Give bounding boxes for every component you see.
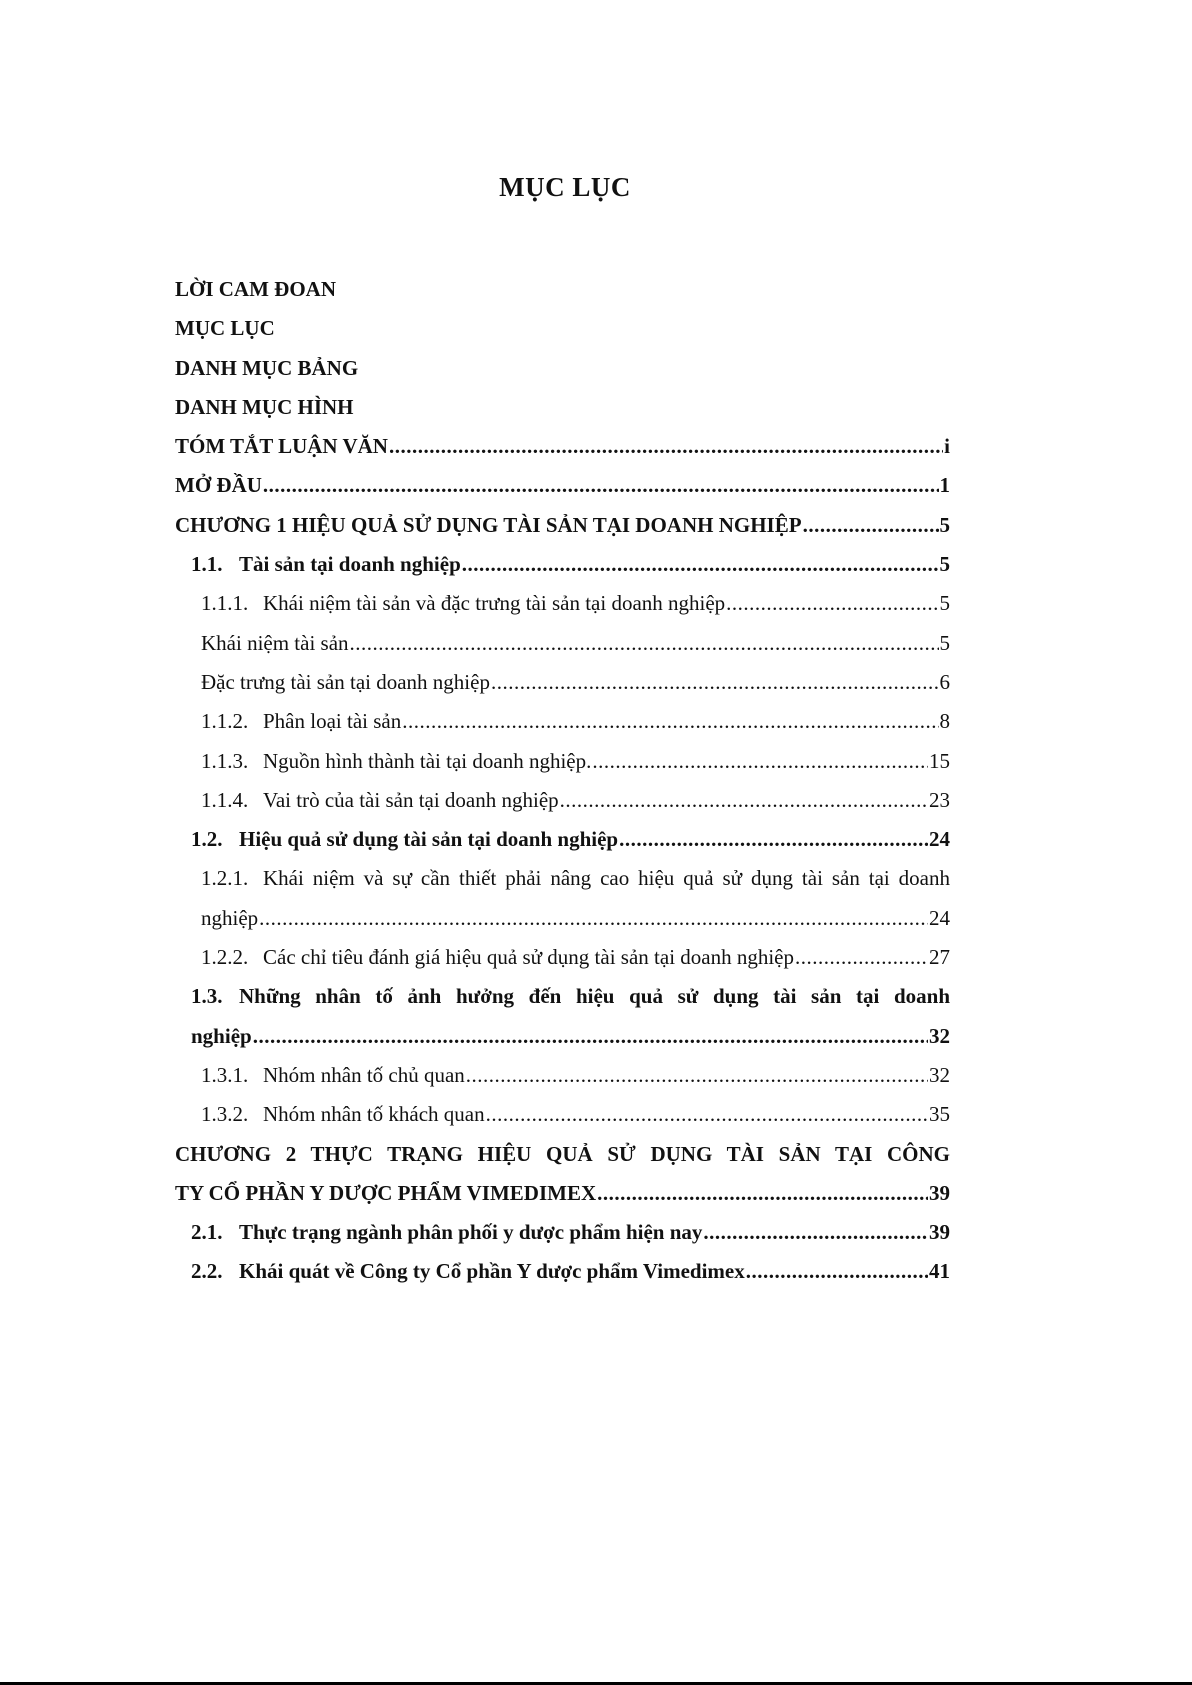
toc-entry-1-2[interactable] xyxy=(175,820,950,859)
toc-section-number: 1.1.4. xyxy=(201,787,249,812)
toc-page-number: 32 xyxy=(929,1062,950,1087)
toc-entry-text: Khái niệm tài sản xyxy=(201,630,349,655)
toc-entry-text: Khái niệm và sự cần thiết phải nâng cao hiệu quả sử dụng tài sản tại doanh xyxy=(263,866,950,891)
toc-entry-text: MỤC LỤC xyxy=(175,316,275,341)
toc-entry-text: DANH MỤC BẢNG xyxy=(175,355,359,380)
toc-entry-text: Nguồn hình thành tài tại doanh nghiệp. xyxy=(263,748,592,773)
toc-entry-1-2-1[interactable] xyxy=(175,859,950,898)
toc-leader-dots xyxy=(466,1056,928,1095)
toc-entry-chuong-1[interactable] xyxy=(175,506,950,545)
toc-section-number: 1.1. xyxy=(191,552,223,577)
toc-entry-1-2-1-cont[interactable] xyxy=(175,899,950,938)
toc-entry-danh-muc-hinh[interactable] xyxy=(175,388,950,427)
toc-entry-khai-niem-tai-san[interactable] xyxy=(175,624,950,663)
toc-page-number: 1 xyxy=(939,473,950,498)
toc-entry-text: Hiệu quả sử dụng tài sản tại doanh nghiệp xyxy=(239,827,619,852)
toc-leader-dots xyxy=(619,820,928,859)
toc-entry-1-3-2[interactable] xyxy=(175,1095,950,1134)
toc-entry-text: Đặc trưng tài sản tại doanh nghiệp xyxy=(201,669,490,694)
toc-leader-dots xyxy=(746,1252,928,1291)
toc-page-number: 39 xyxy=(929,1220,950,1245)
toc-page-number: 5 xyxy=(939,552,950,577)
toc-entry-text: LỜI CAM ĐOAN xyxy=(175,277,336,301)
toc-entry-1-3-cont[interactable] xyxy=(175,1017,950,1056)
toc-page-number: 5 xyxy=(939,591,950,616)
toc-entry-1-1-2[interactable] xyxy=(175,702,950,741)
toc-entry-text: MỞ ĐẦU xyxy=(175,473,262,498)
toc-page-number: 5 xyxy=(939,630,950,655)
toc-entry-danh-muc-bang[interactable] xyxy=(175,349,950,388)
toc-page-number: 15 xyxy=(929,748,950,773)
toc-leader-dots xyxy=(703,1213,928,1252)
toc-entry-text: CHƯƠNG 1 HIỆU QUẢ SỬ DỤNG TÀI SẢN TẠI DOANH NGHIỆP xyxy=(175,512,802,537)
toc-leader-dots xyxy=(486,1095,928,1134)
toc-leader-dots xyxy=(259,899,928,938)
toc-leader-dots xyxy=(803,506,939,545)
toc-section-number: 1.2.1. xyxy=(201,866,249,891)
toc-entry-text: Khái quát về Công ty Cổ phần Y dược phẩm Vimedimex xyxy=(239,1259,745,1284)
toc-page-number: 39 xyxy=(929,1180,950,1205)
toc-entry-muc-luc[interactable] xyxy=(175,309,950,348)
toc-page-number: 8 xyxy=(939,709,950,734)
toc-page-number: 6 xyxy=(939,669,950,694)
toc-page-number: 41 xyxy=(929,1259,950,1284)
toc-entry-text: Tài sản tại doanh nghiệp xyxy=(239,552,461,577)
toc-entry-text: DANH MỤC HÌNH xyxy=(175,394,354,419)
toc-leader-dots xyxy=(560,781,928,820)
toc-entry-text: CHƯƠNG 2 THỰC TRẠNG HIỆU QUẢ SỬ DỤNG TÀI SẢN TẠI CÔNG xyxy=(175,1141,950,1166)
toc-leader-dots xyxy=(462,545,939,584)
toc-entry-dac-trung-tai-san[interactable] xyxy=(175,663,950,702)
toc-entry-1-1-3[interactable] xyxy=(175,742,950,781)
toc-entry-chuong-2-cont[interactable] xyxy=(175,1174,950,1213)
page-title: MỤC LỤC xyxy=(499,172,631,202)
toc-page-number: 24 xyxy=(929,905,950,930)
toc-section-number: 1.3.1. xyxy=(201,1062,249,1087)
toc-page-number: 35 xyxy=(929,1102,950,1127)
toc-entry-text: Phân loại tài sản xyxy=(263,709,402,734)
toc-entry-1-1[interactable] xyxy=(175,545,950,584)
toc-page-number: 5 xyxy=(939,512,950,537)
toc-entry-text: Những nhân tố ảnh hưởng đến hiệu quả sử dụng tài sản tại doanh xyxy=(239,984,950,1009)
toc-entry-text: Vai trò của tài sản tại doanh nghiệp xyxy=(263,787,559,812)
toc-entry-loi-cam-doan[interactable] xyxy=(175,270,950,309)
toc-page-number: 32 xyxy=(929,1023,950,1048)
toc-entry-text: Thực trạng ngành phân phối y dược phẩm hiện nay xyxy=(239,1220,703,1245)
toc-entry-1-3[interactable] xyxy=(175,977,950,1016)
toc-entry-1-2-2[interactable] xyxy=(175,938,950,977)
toc-leader-dots xyxy=(263,466,939,505)
toc-entry-2-1[interactable] xyxy=(175,1213,950,1252)
toc-section-number: 2.2. xyxy=(191,1259,223,1284)
toc-leader-dots xyxy=(402,702,938,741)
toc-entry-tom-tat[interactable] xyxy=(175,427,950,466)
toc-page-number: 23 xyxy=(929,787,950,812)
toc-section-number: 1.2. xyxy=(191,827,223,852)
toc-entry-text: Nhóm nhân tố chủ quan xyxy=(263,1062,465,1087)
toc-page-number: 24 xyxy=(929,827,950,852)
toc-section-number: 1.3.2. xyxy=(201,1102,249,1127)
toc-entry-text: TÓM TẮT LUẬN VĂN xyxy=(175,434,388,459)
toc-entry-1-1-1[interactable] xyxy=(175,584,950,623)
toc-entry-text-cont: nghiệp xyxy=(191,1023,252,1048)
toc-leader-dots xyxy=(491,663,939,702)
toc-entry-text: Các chỉ tiêu đánh giá hiệu quả sử dụng tài sản tại doanh nghiệp xyxy=(263,945,794,970)
toc-entry-text-cont: nghiệp xyxy=(201,905,259,930)
toc-entry-text-cont: TY CỔ PHẦN Y DƯỢC PHẨM VIMEDIMEX xyxy=(175,1180,597,1205)
toc-leader-dots xyxy=(253,1017,928,1056)
toc-section-number: 1.1.1. xyxy=(201,591,249,616)
toc-leader-dots xyxy=(726,584,938,623)
toc-entry-1-3-1[interactable] xyxy=(175,1056,950,1095)
toc-section-number: 1.2.2. xyxy=(201,945,249,970)
toc-entry-1-1-4[interactable] xyxy=(175,781,950,820)
toc-page-number: 27 xyxy=(929,945,950,970)
toc-leader-dots xyxy=(592,742,928,781)
toc-entry-chuong-2[interactable] xyxy=(175,1135,950,1174)
toc-section-number: 1.1.3. xyxy=(201,748,249,773)
toc-leader-dots xyxy=(389,427,943,466)
toc-entry-mo-dau[interactable] xyxy=(175,466,950,505)
toc-entry-2-2[interactable] xyxy=(175,1252,950,1291)
toc-page-number: i xyxy=(944,434,950,459)
toc-section-number: 1.3. xyxy=(191,984,223,1009)
toc-leader-dots xyxy=(795,938,928,977)
toc-entry-text: Nhóm nhân tố khách quan xyxy=(263,1102,485,1127)
toc-leader-dots xyxy=(597,1174,928,1213)
toc-entry-text: Khái niệm tài sản và đặc trưng tài sản tại doanh nghiệp xyxy=(263,591,726,616)
toc-leader-dots xyxy=(350,624,939,663)
toc-section-number: 1.1.2. xyxy=(201,709,249,734)
toc-section-number: 2.1. xyxy=(191,1220,223,1245)
table-of-contents xyxy=(175,270,950,1292)
